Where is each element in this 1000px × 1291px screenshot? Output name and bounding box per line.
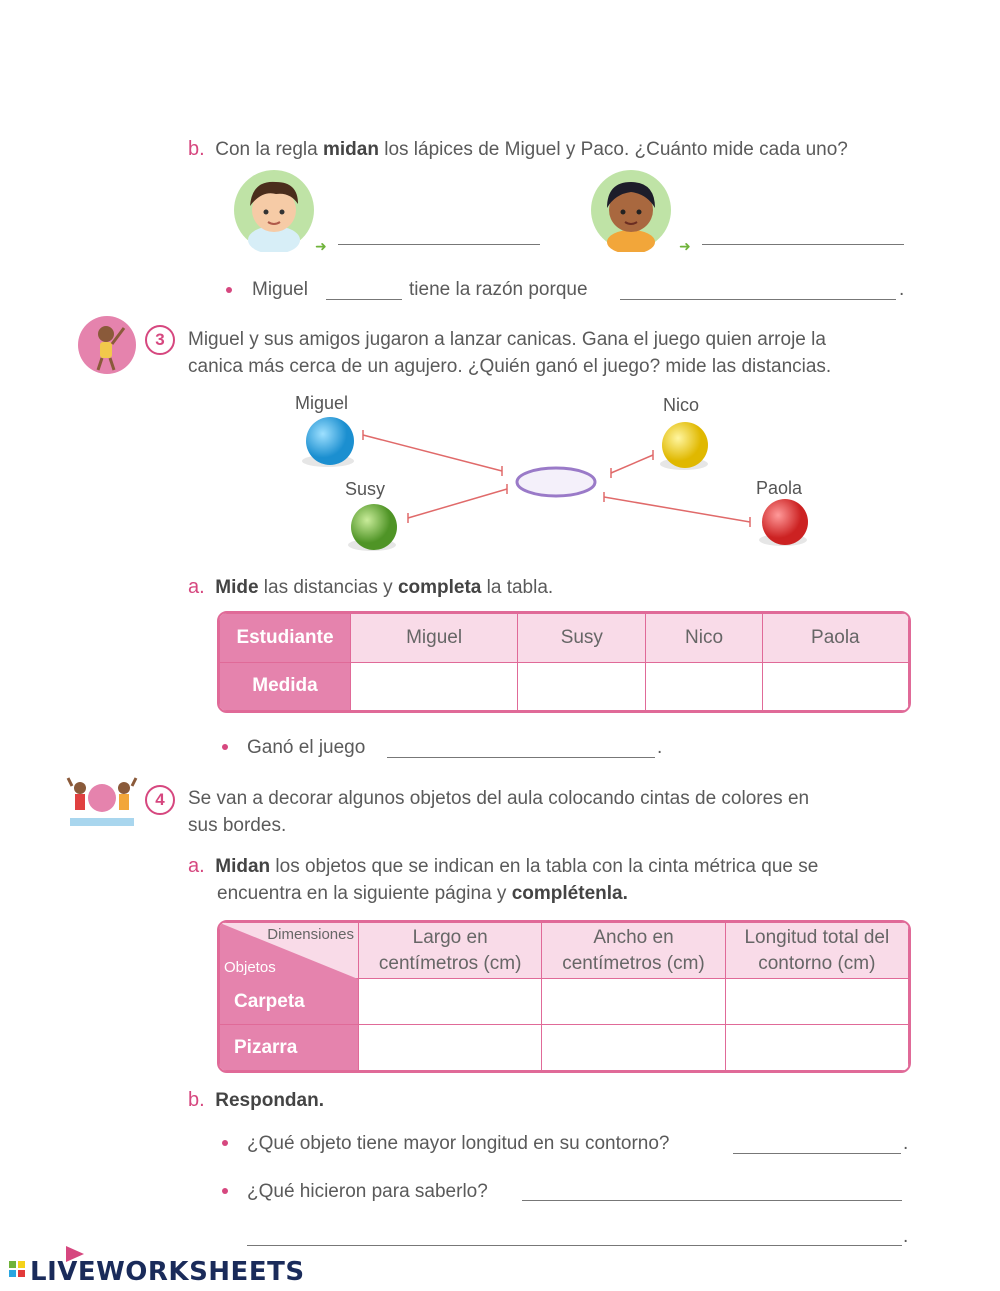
q4-text-line2: sus bordes. (188, 815, 287, 836)
column-header-largo-l2: centímetros (cm) (378, 952, 522, 974)
miguel-answer-line[interactable] (338, 244, 540, 245)
q2b-bullet-text-2: tiene la razón porque (409, 279, 588, 300)
q4-instruction (188, 785, 948, 839)
winner-end: . (657, 737, 663, 758)
column-header-paola: Paola (762, 614, 908, 663)
q4-number: 4 (145, 785, 175, 815)
q4a-bold1: Midan (215, 856, 271, 877)
paola-distance-line (604, 497, 750, 522)
q3a-letter: a. (188, 576, 205, 598)
carpeta-ancho-cell[interactable] (542, 979, 725, 1025)
q2b-blank-reason[interactable] (620, 299, 896, 300)
corner-cell (220, 923, 359, 979)
miguel-distance-line (363, 435, 502, 471)
q2b-letter: b. (188, 138, 205, 160)
q4b-answer-2-line2[interactable] (247, 1245, 902, 1246)
column-header-largo (359, 923, 542, 979)
row-header-carpeta: Carpeta (220, 979, 359, 1025)
q4a-instruction (188, 853, 948, 907)
bullet (222, 1188, 228, 1194)
q4b-question-1: ¿Qué objeto tiene mayor longitud en su contorno? (247, 1133, 670, 1154)
carpeta-contorno-cell[interactable] (725, 979, 908, 1025)
miguel-avatar (232, 168, 316, 252)
liveworksheets-logo: LIVEWORKSHEETS (30, 1257, 305, 1287)
q4a-line1-post: los objetos que se indican en la tabla con la cinta métrica que se (270, 856, 819, 877)
paco-answer-line[interactable] (702, 244, 904, 245)
column-header-miguel: Miguel (351, 614, 518, 663)
q2b-instruction (188, 136, 928, 163)
q2b-bullet-end: . (899, 279, 905, 300)
pizarra-ancho-cell[interactable] (542, 1025, 725, 1071)
arrow-icon: ➜ (679, 238, 691, 254)
nico-label: Nico (663, 395, 700, 415)
q4b-answer-2[interactable] (522, 1200, 902, 1201)
miguel-label: Miguel (295, 393, 349, 413)
arrow-icon: ➜ (315, 238, 327, 254)
girl-icon (76, 314, 138, 376)
objects-table (217, 920, 911, 1073)
q4b-answer-1[interactable] (733, 1153, 901, 1154)
bullet (226, 287, 232, 293)
table-header-medida: Medida (220, 662, 351, 711)
q3-number: 3 (145, 325, 175, 355)
q3a-mid: las distancias y (258, 577, 398, 598)
paola-marble (762, 499, 808, 545)
winner-blank[interactable] (387, 757, 655, 758)
q3-text-line1: Miguel y sus amigos jugaron a lanzar canicas. Gana el juego quien arroje la (188, 329, 826, 350)
bullet (222, 1140, 228, 1146)
q4b-q1-end: . (903, 1133, 909, 1154)
column-header-ancho-l1: Ancho en (593, 926, 674, 948)
column-header-contorno-l1: Longitud total del (744, 926, 890, 948)
susy-distance-line (408, 489, 507, 518)
measure-cell-paola[interactable] (762, 662, 908, 711)
marbles-diagram (280, 385, 840, 560)
pizarra-contorno-cell[interactable] (725, 1025, 908, 1071)
paco-avatar (589, 168, 673, 252)
susy-marble (351, 504, 397, 550)
q4b-instruction (188, 1087, 324, 1114)
q3a-post: la tabla. (481, 577, 554, 598)
q3a-bold1: Mide (215, 577, 259, 598)
corner-objetos: Objetos (224, 959, 276, 976)
q4a-letter: a. (188, 855, 205, 877)
column-header-ancho (542, 923, 725, 979)
column-header-largo-l1: Largo en (412, 926, 488, 948)
q2b-bullet-miguel: Miguel (252, 279, 308, 300)
q2b-text-pre: Con la regla (215, 139, 323, 160)
row-header-pizarra: Pizarra (220, 1025, 359, 1071)
winner-text: Ganó el juego (247, 737, 366, 758)
q4b-bold: Respondan. (215, 1090, 324, 1111)
measure-cell-susy[interactable] (518, 662, 646, 711)
carpeta-largo-cell[interactable] (359, 979, 542, 1025)
q4b-question-2: ¿Qué hicieron para saberlo? (247, 1181, 488, 1202)
q4b-letter: b. (188, 1089, 205, 1111)
miguel-marble (306, 417, 354, 465)
q4a-bold2: complétenla. (511, 883, 628, 904)
column-header-contorno (725, 923, 908, 979)
nico-distance-line (611, 455, 653, 473)
q4-text-line1: Se van a decorar algunos objetos del aula colocando cintas de colores en (188, 788, 810, 809)
column-header-contorno-l2: contorno (cm) (758, 952, 876, 974)
distance-table (217, 611, 911, 713)
hole-icon (517, 468, 595, 496)
nico-marble (662, 422, 708, 468)
q2b-text-post: los lápices de Miguel y Paco. ¿Cuánto mide cada uno? (378, 139, 848, 160)
corner-dimensiones: Dimensiones (267, 926, 354, 943)
q3-text-line2: canica más cerca de un agujero. ¿Quién ganó el juego? mide las distancias. (188, 356, 832, 377)
measure-cell-nico[interactable] (646, 662, 762, 711)
q3a-instruction (188, 574, 888, 601)
column-header-nico: Nico (646, 614, 762, 663)
kids-icon (66, 774, 138, 828)
measure-cell-miguel[interactable] (351, 662, 518, 711)
bullet (222, 744, 228, 750)
q4a-line2-pre: encuentra en la siguiente página y (217, 883, 512, 904)
q2b-blank-1[interactable] (326, 299, 402, 300)
q2b-text-bold: midan (322, 139, 379, 160)
column-header-ancho-l2: centímetros (cm) (562, 952, 705, 974)
table-header-estudiante: Estudiante (220, 614, 351, 663)
q3a-bold2: completa (397, 577, 482, 598)
column-header-susy: Susy (518, 614, 646, 663)
q4b-q2-end: . (903, 1226, 909, 1247)
paola-label: Paola (756, 478, 803, 498)
pizarra-largo-cell[interactable] (359, 1025, 542, 1071)
susy-label: Susy (345, 479, 386, 499)
q3-instruction (188, 326, 948, 380)
